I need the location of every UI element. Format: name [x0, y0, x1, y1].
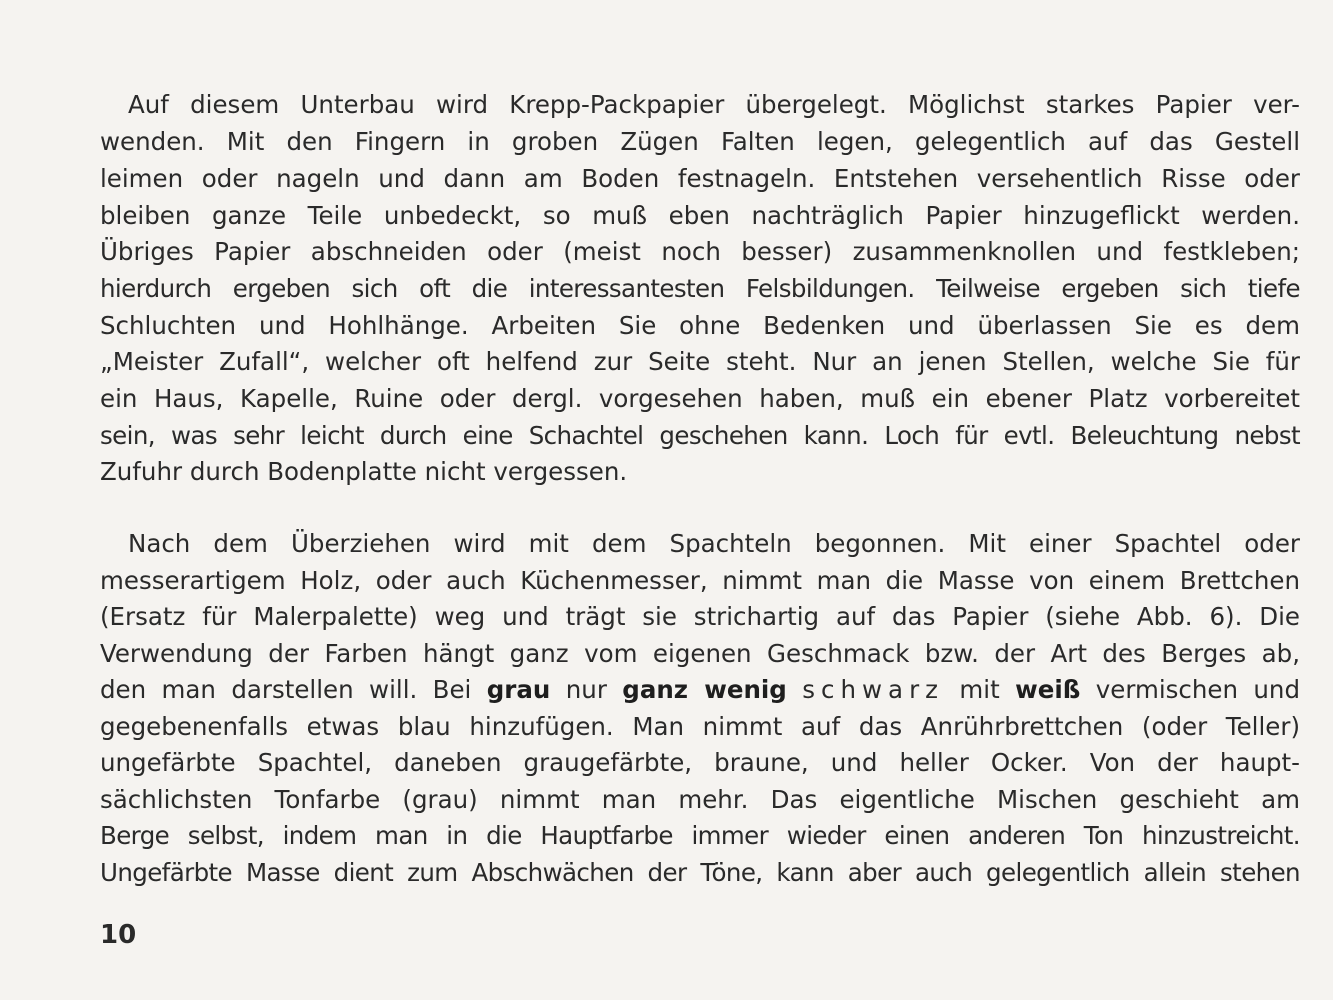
spaced-word-schwarz: schwarz [802, 675, 944, 704]
paragraph-1-line-2: wenden. Mit den Fingern in groben Zügen Falten legen, gelegentlich auf das Gestell [100, 127, 1300, 156]
emphasis-grau: grau [486, 675, 551, 704]
paragraph-2-line-2: messerartigem Holz, oder auch Küchenmesser, nimmt man die Masse von einem Brettchen [100, 566, 1300, 595]
paragraph-1-line-6: hierdurch ergeben sich oft die interessantesten Felsbildungen. Teilweise ergeben sich tiefe [100, 274, 1300, 303]
paragraph-1-line-11: Zufuhr durch Bodenplatte nicht vergessen. [100, 457, 628, 486]
paragraph-1-line-9: ein Haus, Kapelle, Ruine oder dergl. vorgesehen haben, muß ein ebener Platz vorbereitet [100, 384, 1300, 413]
paragraph-2-line-4: Verwendung der Farben hängt ganz vom eigenen Geschmack bzw. der Art des Berges ab, [100, 639, 1300, 668]
paragraph-1-line-10: sein, was sehr leicht durch eine Schachtel geschehen kann. Loch für evtl. Beleuchtung nebst [100, 421, 1300, 450]
line-5-text-c: nur [550, 675, 623, 704]
page-number: 10 [100, 920, 137, 950]
line-5-text-i: vermischen und [1080, 675, 1301, 704]
paragraph-1-line-3: leimen oder nageln und dann am Boden festnageln. Entstehen versehentlich Risse oder [100, 164, 1300, 193]
emphasis-ganz-wenig: ganz wenig [622, 675, 787, 704]
line-5-text-a: den man darstellen will. Bei [100, 675, 487, 704]
paragraph-2-line-3: (Ersatz für Malerpalette) weg und trägt sie strichartig auf das Papier (siehe Abb. 6). Die [100, 602, 1300, 631]
paragraph-2-line-5 [100, 675, 1300, 705]
paragraph-2-line-8: sächlichsten Tonfarbe (grau) nimmt man mehr. Das eigentliche Mischen geschieht am [100, 785, 1300, 814]
paragraph-1-line-7: Schluchten und Hohlhänge. Arbeiten Sie ohne Bedenken und überlassen Sie es dem [100, 311, 1300, 340]
line-5-text-e [787, 675, 802, 704]
paragraph-2-line-7: ungefärbte Spachtel, daneben graugefärbte, braune, und heller Ocker. Von der haupt- [100, 748, 1300, 777]
emphasis-weiss: weiß [1015, 675, 1081, 704]
paragraph-2-line-1: Nach dem Überziehen wird mit dem Spachteln begonnen. Mit einer Spachtel oder [128, 529, 1300, 558]
paragraph-1-line-1: Auf diesem Unterbau wird Krepp-Packpapier übergelegt. Möglichst starkes Papier ver- [128, 90, 1300, 119]
paragraph-2-line-9: Berge selbst, indem man in die Hauptfarbe immer wieder einen anderen Ton hinzustreicht. [100, 821, 1300, 850]
paragraph-1-line-5: Übriges Papier abschneiden oder (meist noch besser) zusammenknollen und festkleben; [100, 237, 1300, 266]
paragraph-1-line-8: „Meister Zufall“, welcher oft helfend zur Seite steht. Nur an jenen Stellen, welche Sie für [100, 347, 1300, 376]
paragraph-2-line-6: gegebenenfalls etwas blau hinzufügen. Man nimmt auf das Anrührbrettchen (oder Teller) [100, 712, 1300, 741]
line-5-text-g: mit [944, 675, 1016, 704]
paragraph-1-line-4: bleiben ganze Teile unbedeckt, so muß eben nachträglich Papier hinzugeflickt werden. [100, 201, 1300, 230]
paragraph-2-line-10: Ungefärbte Masse dient zum Abschwächen der Töne, kann aber auch gelegentlich allein stehen [100, 858, 1300, 887]
